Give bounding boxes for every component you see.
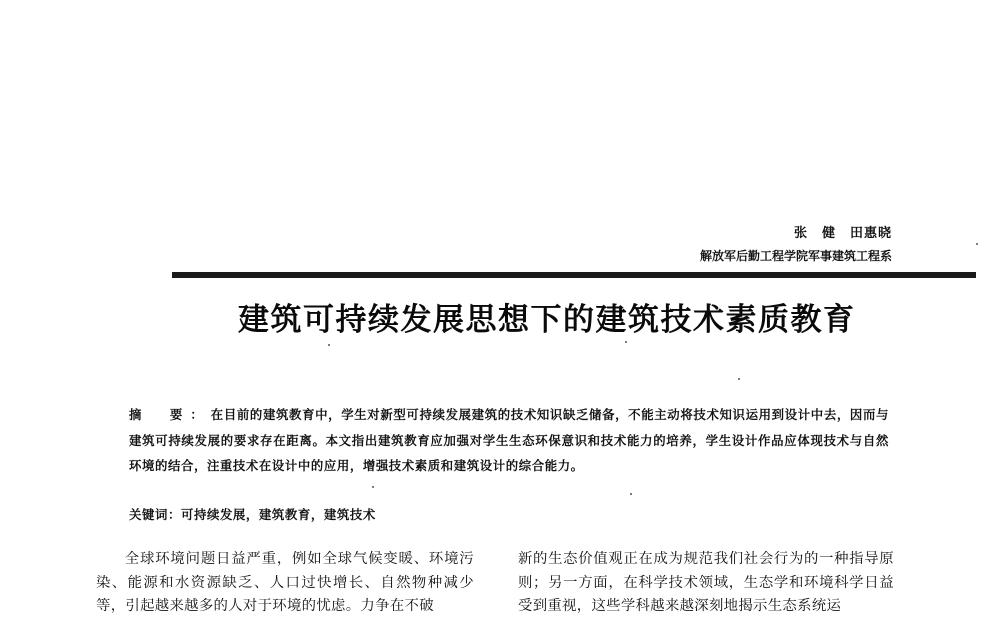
paper-title: 建筑可持续发展思想下的建筑技术素质教育 — [238, 302, 856, 338]
scan-speck — [328, 344, 330, 346]
abstract — [129, 402, 889, 479]
scan-speck — [372, 486, 374, 488]
abstract-text: 在目前的建筑教育中，学生对新型可持续发展建筑的技术知识缺乏储备，不能主动将技术知识运用到设计中去，因而与建筑可持续发展的要求存在距离。本文指出建筑教育应加强对学生生态环保意识和技术能力的培养，学生设计作品应体现技术与自然环境的结合，注重技术在设计中的应用，增强技术素质和建筑设计的综合能力。 — [129, 407, 890, 473]
scan-speck — [630, 493, 632, 495]
header-rule — [172, 272, 976, 278]
scan-speck — [738, 378, 740, 380]
keywords-text: 可持续发展，建筑教育，建筑技术 — [180, 507, 376, 522]
author-names: 张 健 田惠晓 — [793, 226, 892, 241]
keywords-label: 关键词： — [129, 507, 181, 522]
body-left-column: 全球环境问题日益严重，例如全球气候变暖、环境污染、能源和水资源缺乏、人口过快增长、自然物种减少等，引起越来越多的人对于环境的忧虑。力争在不破 — [96, 551, 474, 614]
author-affiliation: 解放军后勤工程学院军事建筑工程系 — [699, 249, 892, 263]
abstract-label: 摘 要： — [129, 407, 211, 422]
scan-speck — [625, 341, 627, 343]
body-right-column: 新的生态价值观正在成为规范我们社会行为的一种指导原则；另一方面，在科学技术领域，生态学和环境科学日益受到重视，这些学科越来越深刻地揭示生态系统运 — [518, 551, 894, 614]
keywords — [129, 505, 376, 523]
scan-speck — [976, 243, 978, 245]
